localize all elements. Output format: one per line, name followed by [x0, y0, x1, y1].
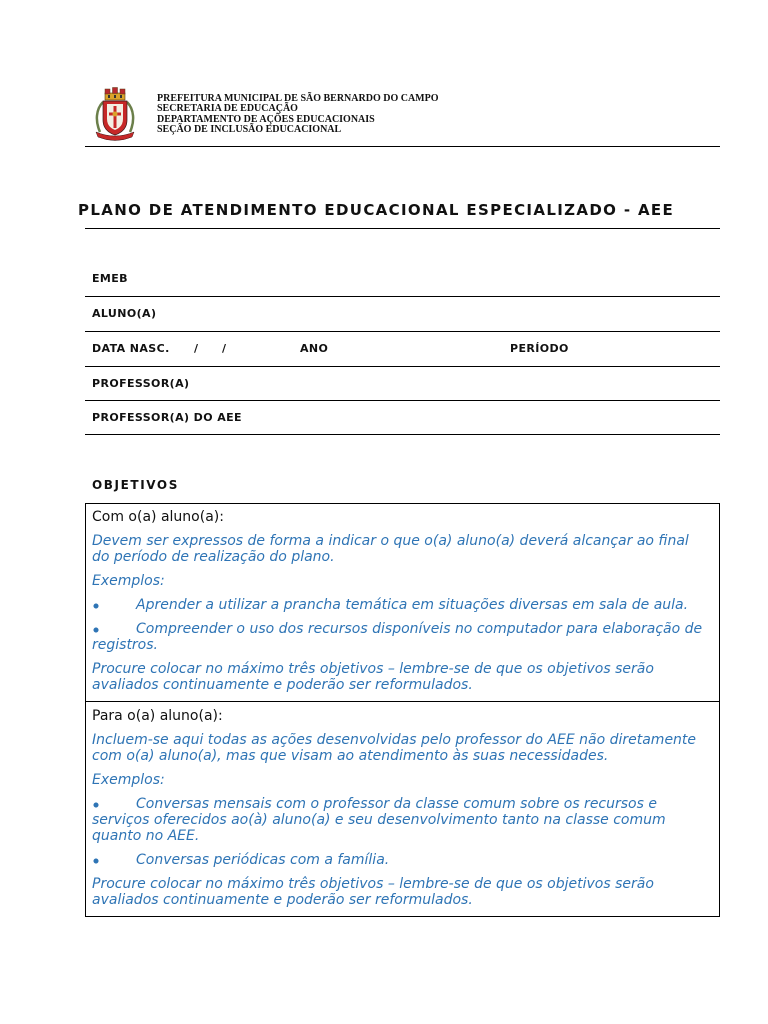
example-item [92, 852, 706, 868]
org-line-secretariat: SECRETARIA DE EDUCAÇÃO [157, 103, 298, 115]
org-line-prefecture: PREFEITURA MUNICIPAL DE SÃO BERNARDO DO CAMPO [157, 93, 439, 104]
section-description: Incluem-se aqui todas as ações desenvolvidas pelo professor do AEE não diretamente com o(a) aluno(a), mas que visam ao atendimento às suas necessidades. [92, 732, 697, 764]
org-line-section: SEÇÃO DE INCLUSÃO EDUCACIONAL [157, 123, 342, 135]
bullet-icon [92, 621, 136, 637]
form-row-aee-teacher [85, 401, 720, 435]
student-label: ALUNO(A) [92, 307, 157, 320]
objectives-table [85, 503, 720, 917]
example-text: Aprender a utilizar a prancha temática em situações diversas em sala de aula. [136, 597, 689, 613]
title-divider [85, 228, 720, 229]
teacher-label: PROFESSOR(A) [92, 377, 190, 390]
org-line-department: DEPARTAMENTO DE AÇÕES EDUCACIONAIS [157, 113, 375, 125]
school-label: EMEB [92, 272, 128, 285]
identification-form [85, 262, 720, 435]
form-row-school [85, 262, 720, 297]
birth-date-label: DATA NASC. [92, 342, 170, 355]
form-row-teacher [85, 367, 720, 401]
example-text: Compreender o uso dos recursos disponíveis no computador para elaboração de registros. [92, 621, 703, 653]
bullet-icon [92, 597, 136, 613]
objectives-cell-for-student [86, 701, 719, 916]
section-note: Procure colocar no máximo três objetivos – lembre-se de que os objetivos serão avaliados continuamente e poderão ser reformulados. [92, 876, 654, 908]
form-row-student [85, 297, 720, 332]
section-description: Devem ser expressos de forma a indicar o que o(a) aluno(a) deverá alcançar ao final do período de realização do plano. [92, 533, 689, 565]
bullet-icon [92, 852, 136, 868]
year-label: ANO [300, 342, 329, 355]
date-separator: / [222, 342, 227, 355]
section-note: Procure colocar no máximo três objetivos – lembre-se de que os objetivos serão avaliados continuamente e poderão ser reformulados. [92, 661, 654, 693]
period-label: PERÍODO [510, 342, 569, 355]
aee-teacher-label: PROFESSOR(A) DO AEE [92, 411, 242, 424]
example-item [92, 796, 706, 844]
bullet-icon [92, 796, 136, 812]
document-title: PLANO DE ATENDIMENTO EDUCACIONAL ESPECIALIZADO - AEE [78, 201, 675, 219]
examples-label: Exemplos: [92, 772, 165, 788]
example-item [92, 597, 706, 613]
examples-label: Exemplos: [92, 573, 165, 589]
section-heading: Para o(a) aluno(a): [92, 708, 223, 724]
example-text: Conversas mensais com o professor da classe comum sobre os recursos e serviços oferecidos ao(à) aluno(a) e seu desenvolvimento tanto na classe comum quanto no AEE. [92, 796, 666, 844]
example-item [92, 621, 706, 653]
example-text: Conversas periódicas com a família. [136, 852, 390, 868]
date-separator: / [194, 342, 199, 355]
coat-of-arms-icon [93, 87, 137, 141]
header-divider [85, 146, 720, 147]
objectives-heading: OBJETIVOS [92, 478, 179, 492]
objectives-cell-with-student [86, 504, 719, 701]
form-row-birth-date [85, 332, 720, 367]
institution-header [157, 94, 439, 135]
section-heading: Com o(a) aluno(a): [92, 509, 224, 525]
